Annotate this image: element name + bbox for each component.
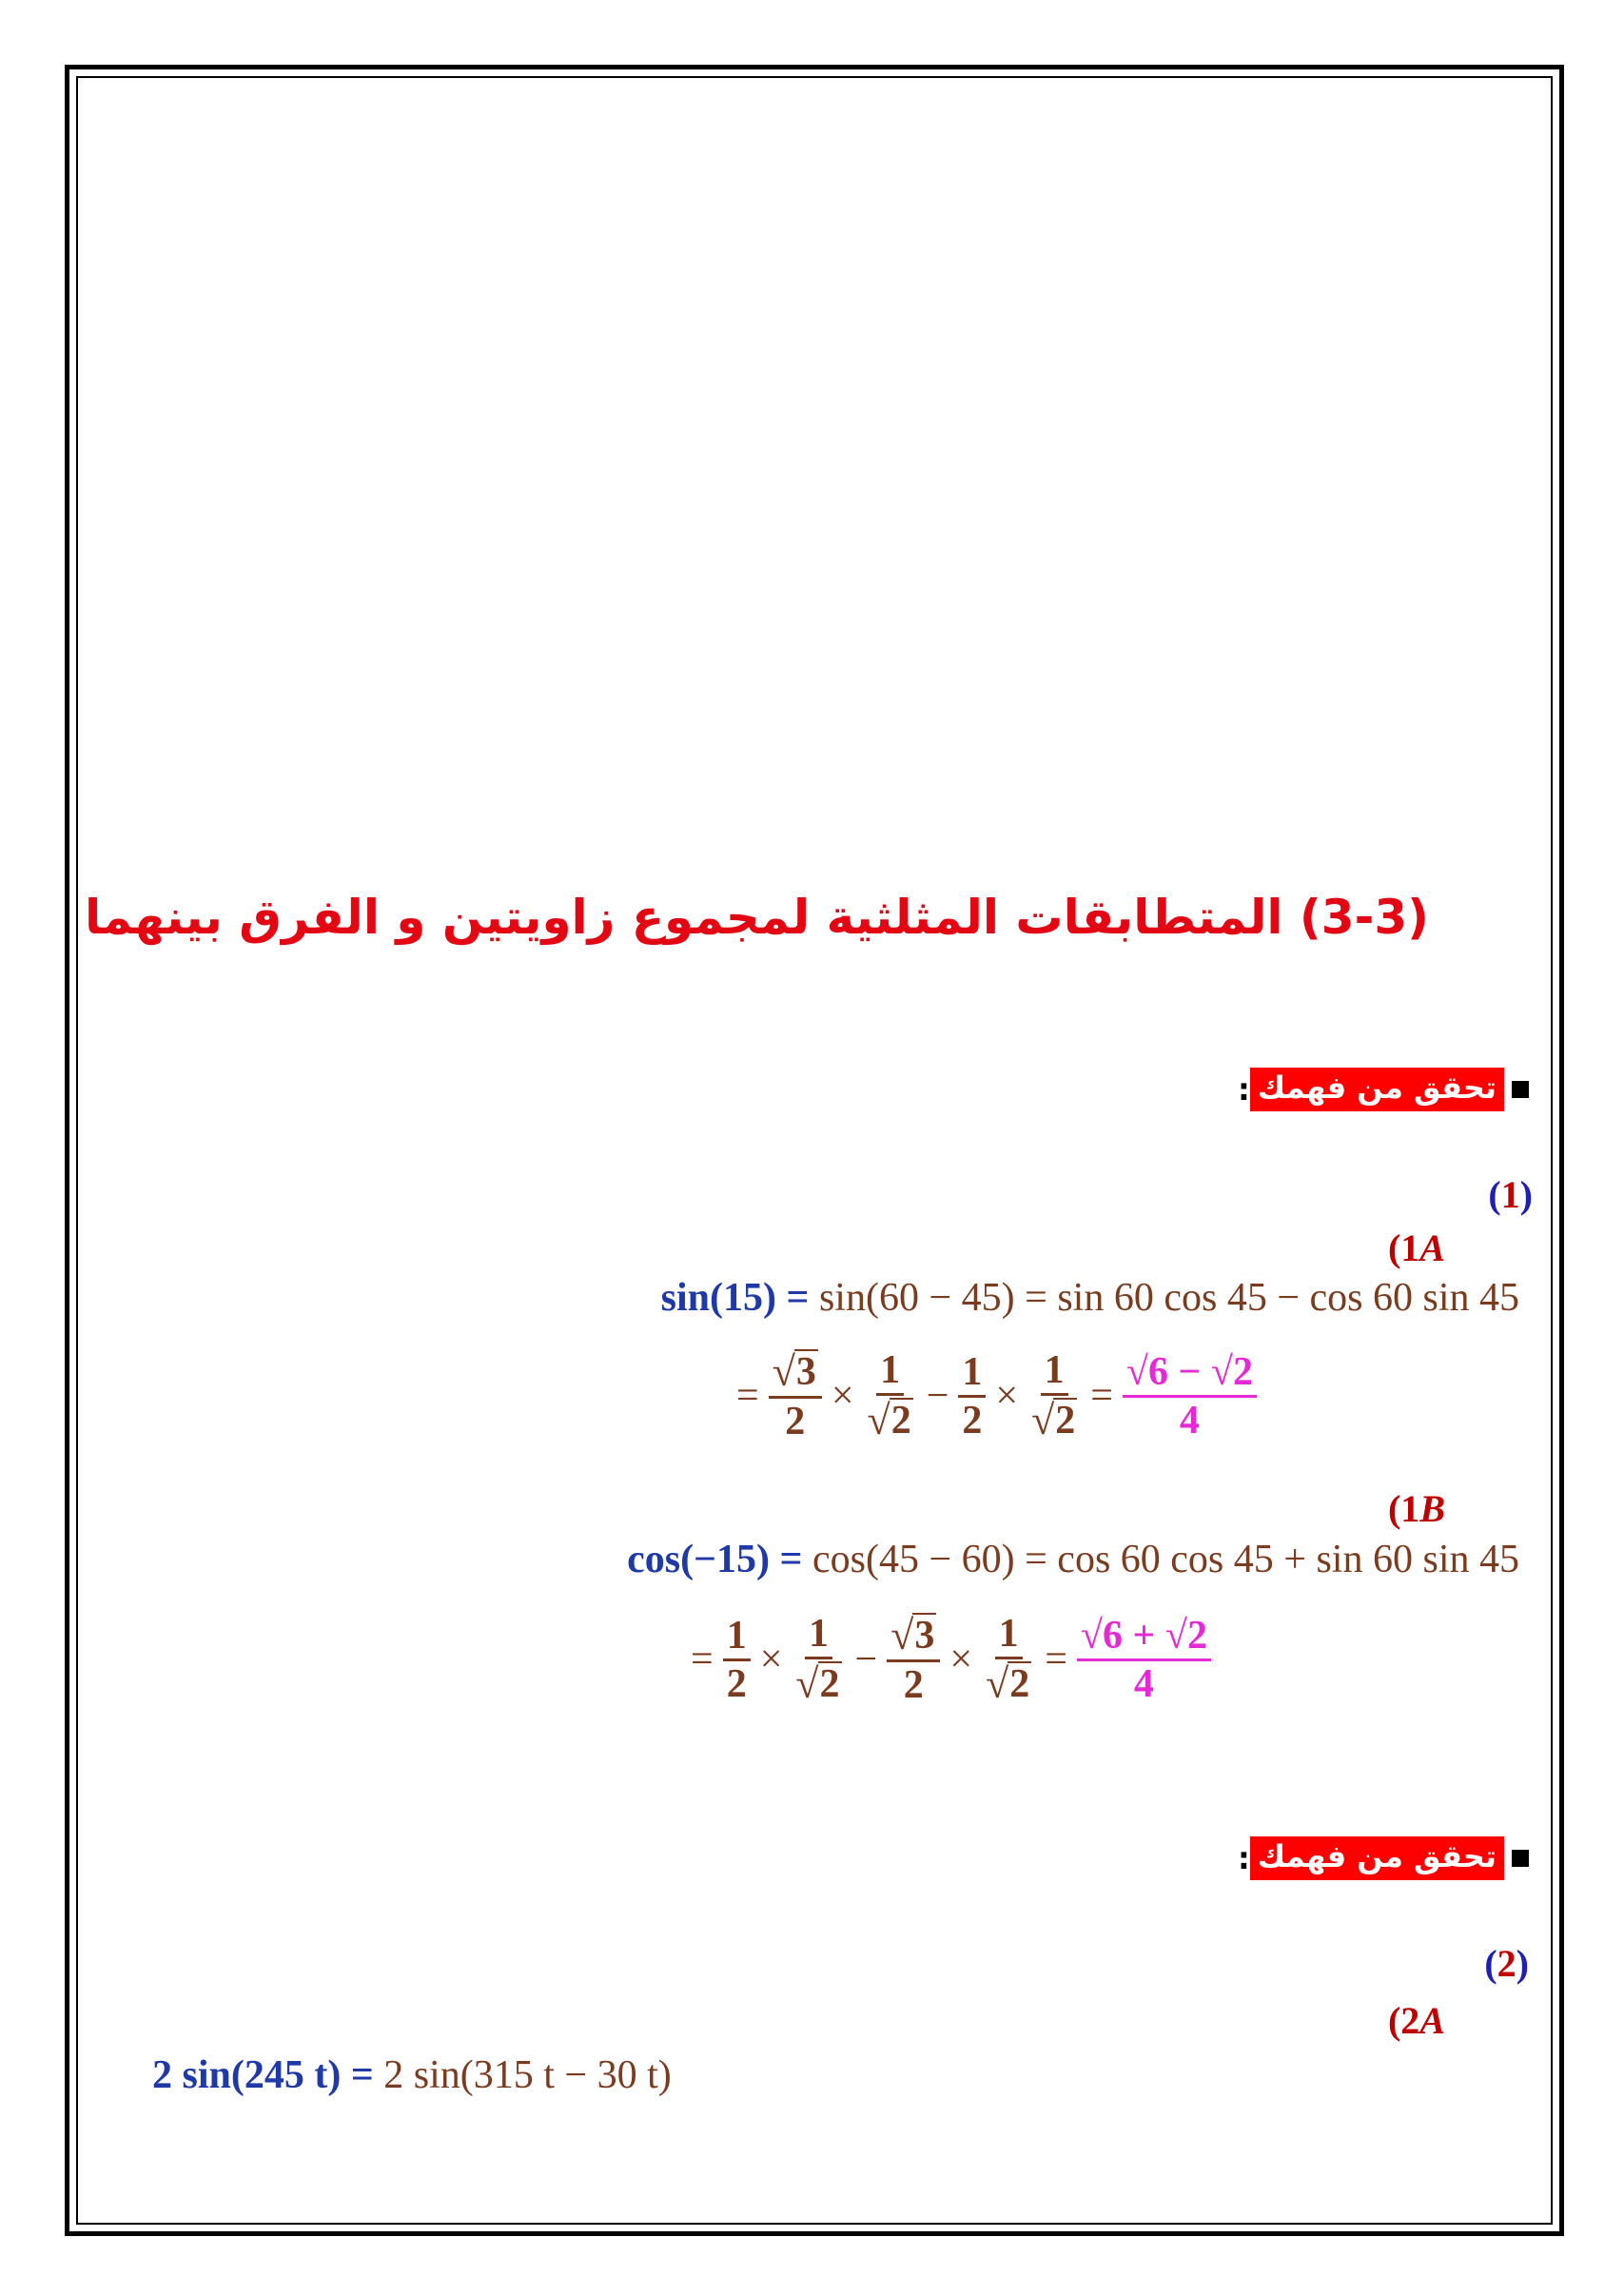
check-understanding-header-1	[1238, 1068, 1529, 1111]
question-number-1: (1)	[1488, 1173, 1533, 1216]
fraction-1-over-sqrt2: 1 √ 2	[867, 1348, 911, 1444]
equation-2-result: $\frac{√6 + √2}{4}$	[1077, 1615, 1211, 1705]
equation-2-lhs: cos(−15) =	[627, 1538, 803, 1581]
equation-1-line-1	[661, 1275, 1519, 1321]
check-understanding-header-2	[1238, 1836, 1529, 1880]
part-label-1b: (1B	[1387, 1487, 1445, 1530]
equation-2-line-2: = $\frac{1}{2}$ × 1 √ 2 − √ 3 2 × 1 √ 2 = $\frac{√6 + √2}{4}$	[685, 1613, 1215, 1706]
section-title: (3-3) المتطابقات المثلثية لمجموع زاويتين و الفرق بينهما	[84, 890, 1429, 945]
fraction-1-over-sqrt2: 1 √ 2	[795, 1612, 840, 1708]
square-bullet-icon	[1512, 1081, 1529, 1098]
fraction-1-over-sqrt2: 1 √ 2	[1031, 1348, 1076, 1444]
check-understanding-label: تحقق من فهمك	[1250, 1068, 1504, 1111]
equation-1-line-2: = √ 3 2 × 1 √ 2 − $\frac{1}{2}$ × 1 √ 2 = $\frac{√6 - √2}{4}$	[731, 1349, 1261, 1442]
question-number-2: (2)	[1484, 1942, 1529, 1985]
fraction-sqrt3-over-2: √ 3 2	[887, 1613, 940, 1706]
page-border-inner	[76, 76, 1553, 2225]
square-bullet-icon	[1512, 1850, 1529, 1867]
equation-1-result: $\frac{√6 - √2}{4}$	[1123, 1351, 1257, 1442]
fraction-sqrt3-over-2: √ 3 2	[769, 1349, 822, 1442]
equation-1-expansion: sin(60 − 45) = sin 60 cos 45 − cos 60 sin 45	[818, 1276, 1519, 1320]
colon: :	[1238, 1071, 1250, 1108]
equation-3-lhs: 2 sin(245 t) =	[152, 2053, 374, 2097]
part-label-1a: (1A	[1387, 1226, 1445, 1269]
equation-2-expansion: cos(45 − 60) = cos 60 cos 45 + sin 60 sin 45	[812, 1538, 1519, 1581]
fraction-1-over-2: $\frac{1}{2}$	[723, 1615, 751, 1705]
equation-2-line-1	[627, 1537, 1519, 1582]
fraction-1-over-sqrt2: 1 √ 2	[986, 1612, 1030, 1708]
part-label-2a: (2A	[1387, 1999, 1445, 2042]
colon: :	[1238, 1840, 1250, 1876]
equation-3-rhs: 2 sin(315 t − 30 t)	[383, 2053, 672, 2097]
equation-3	[152, 2052, 672, 2098]
check-understanding-label: تحقق من فهمك	[1250, 1836, 1504, 1880]
fraction-1-over-2: $\frac{1}{2}$	[958, 1351, 986, 1442]
equation-1-lhs: sin(15) =	[660, 1276, 810, 1320]
